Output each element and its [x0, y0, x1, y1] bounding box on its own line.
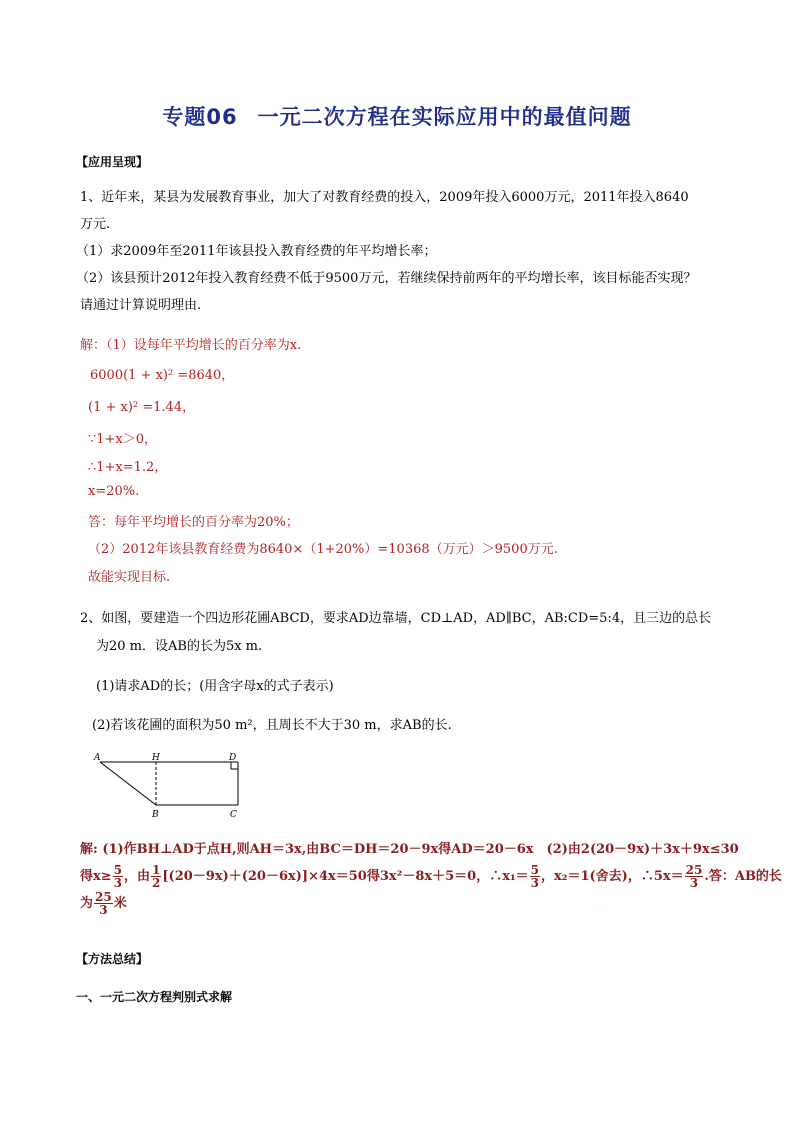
solution2-text-b3: [(20－9x)＋(20－6x)]×4x＝50得3x²－8x＋5＝0，∴x₁＝ [162, 869, 529, 884]
solution1-s7: 答：每年平均增长的百分率为20%； [88, 515, 299, 530]
solution1-s6: x=20%. [88, 484, 140, 499]
label-D: D [229, 753, 237, 763]
fraction-25-3-b: $\frac{25}{3}$ [95, 890, 112, 917]
problem1-q2b: 请通过计算说明理由. [80, 298, 202, 313]
solution1-s5: ∴1+x=1.2， [88, 460, 168, 475]
solution2-line1: 解: (1)作BH⊥AD于点H,则AH＝3x,由BC＝DH＝20－9x得AD＝20－6x (2)由2(20－9x)＋3x＋9x≤30 [80, 842, 739, 857]
solution1-s4: ∵1+x＞0， [88, 432, 158, 447]
label-A: A [94, 753, 101, 763]
problem2-line2: 为20 m．设AB的长为5x m. [96, 639, 263, 654]
problem1-q1: （1）求2009年至2011年该县投入教育经费的年平均增长率； [76, 244, 437, 259]
solution2-text-b4: ，x₂＝1(舍去)，∴5x＝ [541, 869, 684, 884]
solution2-line3 [80, 890, 730, 917]
method-heading-1: 一、一元二次方程判别式求解 [76, 990, 233, 1004]
solution1-s9: 故能实现目标. [88, 570, 171, 585]
solution1-s1: 解：（1）设每年平均增长的百分率为x. [80, 338, 302, 353]
solution2-line2 [80, 863, 782, 890]
solution2-text-c1: 为 [80, 896, 94, 911]
segment-AB [100, 762, 156, 805]
label-C: C [230, 810, 237, 820]
solution2-text-b5: .答：AB的长 [704, 869, 782, 884]
solution1-s8: （2）2012年该县教育经费为8640×（1+20%）=10368（万元）＞9500万元. [88, 542, 558, 557]
problem2-line1: 2、如图，要建造一个四边形花圃ABCD，要求AD边靠墙，CD⊥AD，AD∥BC，AB:CD=5:4，且三边的总长 [80, 611, 712, 626]
problem2-q2: (2)若该花圃的面积为50 m²，且周长不大于30 m，求AB的长. [92, 718, 452, 733]
fraction-25-3-a: $\frac{25}{3}$ [685, 863, 703, 890]
title-part2: 一元二次方程在实际应用中的最值问题 [257, 105, 632, 129]
solution2 [80, 836, 782, 917]
fraction-5-3-a: $\frac{5}{3}$ [113, 863, 123, 890]
solution1-s2: 6000(1 + x)² =8640， [90, 368, 235, 383]
title-part1: 专题06 [162, 105, 238, 129]
fraction-5-3-b: $\frac{5}{3}$ [530, 863, 540, 890]
fraction-1-2: $\frac{1}{2}$ [152, 863, 161, 890]
quadrilateral-figure [92, 750, 252, 820]
label-B: B [152, 810, 159, 820]
problem1-line1: 1、近年来，某县为发展教育事业，加大了对教育经费的投入，2009年投入6000万元，2011年投入8640 [80, 190, 689, 205]
section-application: 【应用呈现】 [76, 155, 149, 169]
page-title [0, 101, 794, 131]
problem1-line2: 万元. [80, 217, 111, 232]
problem1-q2: （2）该县预计2012年投入教育经费不低于9500万元，若继续保持前两年的平均增长率，该目标能否实现？ [76, 271, 697, 286]
problem2-q1: (1)请求AD的长；(用含字母x的式子表示) [96, 679, 334, 694]
solution2-text-b1: 得x≥ [80, 869, 112, 884]
section-method: 【方法总结】 [76, 952, 149, 966]
solution2-text-c2: 米 [113, 896, 127, 911]
solution2-text-b2: ，由 [124, 869, 151, 884]
right-angle-mark [231, 762, 238, 769]
label-H: H [152, 753, 160, 763]
solution1-s3: (1 + x)² =1.44， [88, 400, 196, 415]
